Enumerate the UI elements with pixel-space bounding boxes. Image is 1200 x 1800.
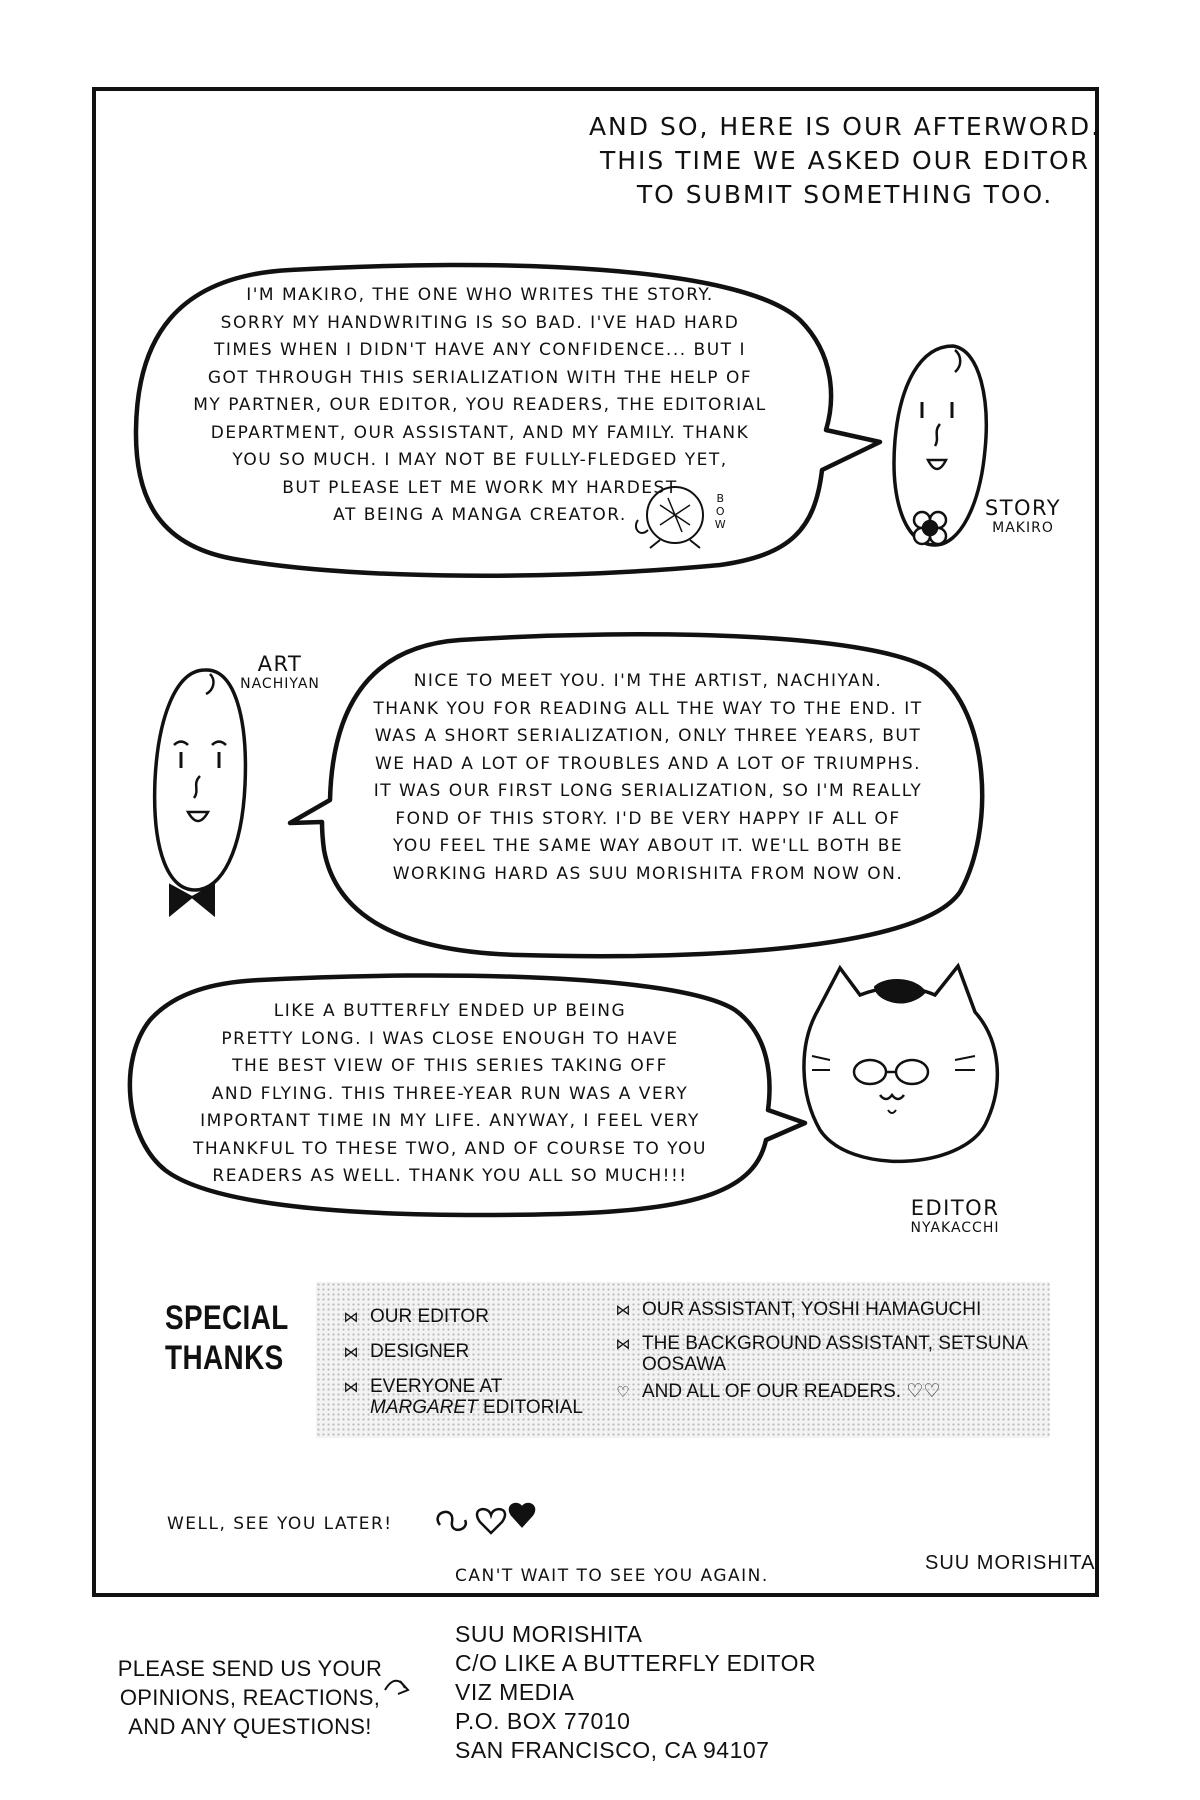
thanks-item: ♡ AND ALL OF OUR READERS. ♡♡ xyxy=(612,1382,940,1403)
thanks-item: ⋈ DESIGNER xyxy=(340,1342,469,1363)
mailing-address: SUU MORISHITA C/O LIKE A BUTTERFLY EDITOR VIZ MEDIA P.O. BOX 77010 SAN FRANCISCO, CA 94107 xyxy=(455,1621,817,1763)
heart-icon: ♡ xyxy=(616,1384,630,1401)
story-line: I'M MAKIRO, THE ONE WHO WRITES THE STORY. xyxy=(246,285,714,305)
nyakacchi-character xyxy=(804,966,997,1161)
nachiyan-character xyxy=(155,670,246,915)
art-line: THANK YOU FOR READING ALL THE WAY TO THE END. IT xyxy=(373,698,923,719)
story-credit xyxy=(968,496,1078,536)
editor-line: READERS AS WELL. THANK YOU ALL SO MUCH!!! xyxy=(212,1166,688,1186)
story-line: GOT THROUGH THIS SERIALIZATION WITH THE HELP OF xyxy=(207,367,753,388)
story-line: AT BEING A MANGA CREATOR. xyxy=(333,505,627,525)
story-line: SORRY MY HANDWRITING IS SO BAD. I'VE HAD HARD xyxy=(220,312,740,333)
bowtie-icon: ⋈ xyxy=(615,1336,631,1353)
bow-label: B O W xyxy=(714,492,728,531)
art-line: FOND OF THIS STORY. I'D BE VERY HAPPY IF ALL OF xyxy=(395,808,901,829)
story-role: STORY xyxy=(984,496,1062,520)
thanks-item: ⋈ EVERYONE AT MARGARET EDITORIAL xyxy=(340,1377,583,1418)
editor-credit xyxy=(890,1196,1020,1236)
story-name: MAKIRO xyxy=(992,520,1054,536)
thanks-item: ⋈ OUR EDITOR xyxy=(340,1307,489,1328)
story-line: BUT PLEASE LET ME WORK MY HARDEST xyxy=(282,477,678,498)
signature: SUU MORISHITA xyxy=(925,1552,1096,1574)
special-thanks-title: SPECIAL THANKS xyxy=(165,1299,289,1377)
makiro-flower xyxy=(914,512,946,544)
art-line: NICE TO MEET YOU. I'M THE ARTIST, NACHIYAN. xyxy=(413,671,883,691)
bowtie-icon: ⋈ xyxy=(615,1302,631,1319)
art-line: WORKING HARD AS SUU MORISHITA FROM NOW ON. xyxy=(392,863,904,884)
editor-bubble-text xyxy=(135,998,765,1191)
art-line: WAS A SHORT SERIALIZATION, ONLY THREE YEARS, BUT xyxy=(374,726,922,746)
art-name: NACHIYAN xyxy=(240,676,320,692)
special-thanks-box xyxy=(316,1282,1050,1438)
heart-icon: ♡♡ xyxy=(906,1381,941,1402)
thanks-item: ⋈ OUR ASSISTANT, YOSHI HAMAGUCHI xyxy=(612,1300,981,1321)
bowtie-icon: ⋈ xyxy=(343,1309,359,1326)
art-line: WE HAD A LOT OF TROUBLES AND A LOT OF TRIUMPHS. xyxy=(374,753,922,774)
heart-doodles xyxy=(438,1504,534,1533)
editor-name: NYAKACCHI xyxy=(910,1220,1000,1236)
thanks-item: ⋈ THE BACKGROUND ASSISTANT, SETSUNA OOSAWA xyxy=(612,1334,1028,1375)
intro-line: TO SUBMIT SOMETHING TOO. xyxy=(636,180,1054,209)
art-role: ART xyxy=(257,652,303,676)
send-opinions-prompt: PLEASE SEND US YOUR OPINIONS, REACTIONS, AND ANY QUESTIONS! xyxy=(117,1656,383,1739)
story-line: DEPARTMENT, OUR ASSISTANT, AND MY FAMILY. THANK xyxy=(210,422,750,443)
story-bubble-text xyxy=(150,282,810,530)
editor-line: AND FLYING. THIS THREE-YEAR RUN WAS A VERY xyxy=(211,1083,689,1104)
story-line: TIMES WHEN I DIDN'T HAVE ANY CONFIDENCE... BUT I xyxy=(214,340,746,360)
story-line: YOU SO MUCH. I MAY NOT BE FULLY-FLEDGED YET, xyxy=(232,450,728,470)
art-line: YOU FEEL THE SAME WAY ABOUT IT. WE'LL BOTH BE xyxy=(392,836,904,856)
see-you-later: WELL, SEE YOU LATER! xyxy=(167,1514,393,1534)
intro-line: THIS TIME WE ASKED OUR EDITOR xyxy=(599,146,1091,175)
bowtie-icon: ⋈ xyxy=(343,1344,359,1361)
editor-role: EDITOR xyxy=(910,1196,1000,1220)
bowtie-icon: ⋈ xyxy=(343,1379,359,1396)
editor-line: THE BEST VIEW OF THIS SERIES TAKING OFF xyxy=(232,1056,668,1076)
art-line: IT WAS OUR FIRST LONG SERIALIZATION, SO I'M REALLY xyxy=(373,781,923,801)
editor-line: THANKFUL TO THESE TWO, AND OF COURSE TO YOU xyxy=(193,1138,707,1159)
art-credit xyxy=(225,652,335,692)
cant-wait-text: CAN'T WAIT TO SEE YOU AGAIN. xyxy=(455,1566,769,1586)
arrow-doodle xyxy=(385,1681,408,1694)
editor-line: IMPORTANT TIME IN MY LIFE. ANYWAY, I FEEL VERY xyxy=(200,1111,700,1131)
editor-line: PRETTY LONG. I WAS CLOSE ENOUGH TO HAVE xyxy=(221,1028,679,1049)
art-bubble-text xyxy=(338,668,958,888)
story-line: MY PARTNER, OUR EDITOR, YOU READERS, THE EDITORIAL xyxy=(193,395,767,415)
editor-line: LIKE A BUTTERFLY ENDED UP BEING xyxy=(273,1001,627,1021)
intro-line: AND SO, HERE IS OUR AFTERWORD. xyxy=(588,112,1102,141)
